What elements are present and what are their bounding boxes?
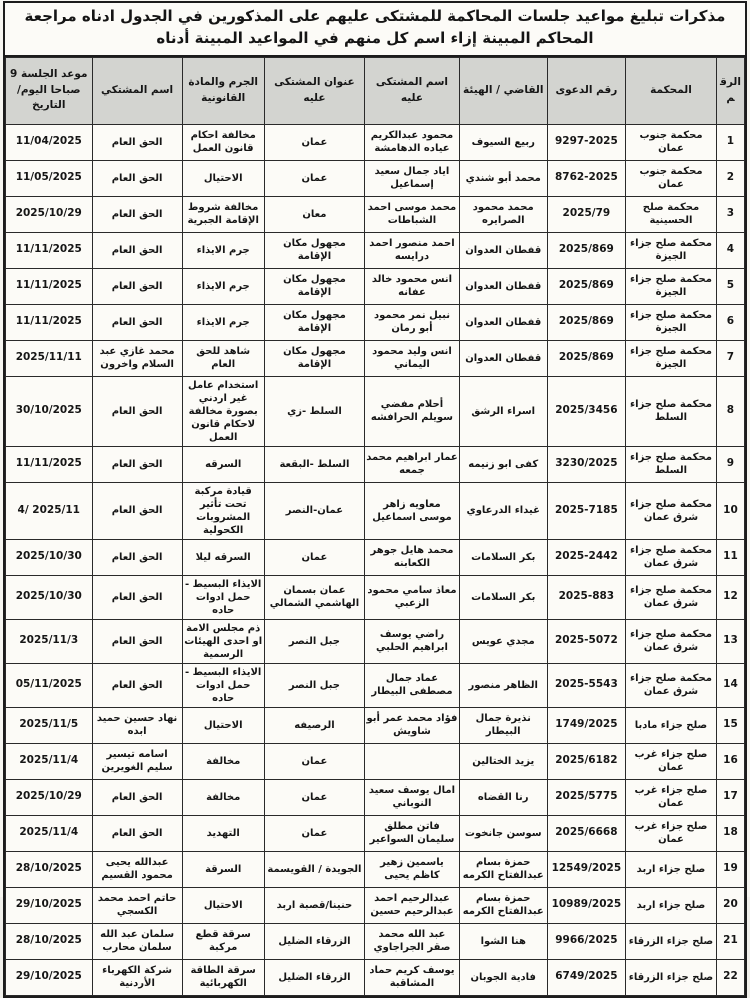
table-row: [6, 575, 745, 619]
cell-crime: مخالفة احكام قانون العمل: [182, 124, 264, 160]
cell-defendant: عماد جمال مصطفى البيطار: [365, 663, 460, 707]
cell-court: صلح جزاء غرب عمان: [626, 779, 717, 815]
cell-crime: السرقه: [182, 446, 264, 482]
cell-crime: الايذاء البسيط - حمل ادوات حاده: [182, 575, 264, 619]
cell-num: 1: [716, 124, 744, 160]
cell-date: 2025/10/30: [6, 575, 93, 619]
cell-crime: الاحتيال: [182, 160, 264, 196]
cell-complainant: الحق العام: [92, 304, 182, 340]
cell-address: عمان بسمان الهاشمي الشمالي: [264, 575, 365, 619]
table-row: [6, 376, 745, 446]
cell-defendant: [365, 743, 460, 779]
cell-date: 28/10/2025: [6, 923, 93, 959]
cell-num: 5: [716, 268, 744, 304]
cell-judge: رنا القضاه: [459, 779, 547, 815]
cell-court: محكمة صلح الحسينية: [626, 196, 717, 232]
cell-judge: محمد أبو شندي: [459, 160, 547, 196]
table-row: [6, 887, 745, 923]
cell-num: 18: [716, 815, 744, 851]
cell-case_no: 9966/2025: [547, 923, 625, 959]
cell-defendant: معاويه زاهر موسى اسماعيل: [365, 482, 460, 539]
cell-num: 6: [716, 304, 744, 340]
col-header-crime: الجرم والمادة القانونية: [182, 57, 264, 124]
cell-date: 05/11/2025: [6, 663, 93, 707]
cell-complainant: الحق العام: [92, 663, 182, 707]
cell-defendant: انس محمود خالد عفانه: [365, 268, 460, 304]
cell-defendant: محمد هايل جوهر الكعابنه: [365, 539, 460, 575]
cell-num: 7: [716, 340, 744, 376]
cell-address: عمان: [264, 160, 365, 196]
cell-num: 9: [716, 446, 744, 482]
cell-court: محكمة صلح جزاء السلط: [626, 446, 717, 482]
cell-complainant: الحق العام: [92, 446, 182, 482]
cell-case_no: 2025-2442: [547, 539, 625, 575]
cell-crime: السرقة: [182, 851, 264, 887]
notice-sheet: [3, 1, 747, 998]
cell-address: الجويدة / القويسمة: [264, 851, 365, 887]
cell-crime: مخالفة شروط الإقامة الجبرية: [182, 196, 264, 232]
cell-address: مجهول مكان الإقامة: [264, 232, 365, 268]
table-row: [6, 663, 745, 707]
cell-complainant: محمد غازي عبد السلام واخرون: [92, 340, 182, 376]
table-head: [6, 57, 745, 124]
cell-court: صلح جزاء غرب عمان: [626, 815, 717, 851]
table-row: [6, 707, 745, 743]
cell-num: 10: [716, 482, 744, 539]
cell-defendant: عبدالرحيم احمد عبدالرحيم حسين: [365, 887, 460, 923]
cell-case_no: 2025-5543: [547, 663, 625, 707]
cell-complainant: الحق العام: [92, 779, 182, 815]
cell-defendant: عمار ابراهيم محمد جمعه: [365, 446, 460, 482]
cell-case_no: 10989/2025: [547, 887, 625, 923]
col-header-address: عنوان المشتكى عليه: [264, 57, 365, 124]
cell-complainant: عبدالله يحيى محمود القسيم: [92, 851, 182, 887]
cell-num: 22: [716, 959, 744, 995]
cell-defendant: نبيل نمر محمود أبو رمان: [365, 304, 460, 340]
cell-complainant: الحق العام: [92, 232, 182, 268]
cell-case_no: 2025-5072: [547, 619, 625, 663]
cell-num: 16: [716, 743, 744, 779]
table-row: [6, 743, 745, 779]
cell-address: مجهول مكان الإقامة: [264, 304, 365, 340]
cell-case_no: 2025/869: [547, 268, 625, 304]
cell-address: عمان-النصر: [264, 482, 365, 539]
col-header-date: موعد الجلسة 9 صباحا اليوم/التاريخ: [6, 57, 93, 124]
cell-date: 29/10/2025: [6, 959, 93, 995]
cell-address: الرصيفه: [264, 707, 365, 743]
cell-num: 21: [716, 923, 744, 959]
cell-judge: حمزة بسام عبدالفتاح الكرمه: [459, 851, 547, 887]
cell-case_no: 2025-7185: [547, 482, 625, 539]
cell-court: محكمة صلح جزاء الجيزة: [626, 304, 717, 340]
cell-case_no: 3230/2025: [547, 446, 625, 482]
cell-complainant: الحق العام: [92, 482, 182, 539]
cell-complainant: الحق العام: [92, 815, 182, 851]
cell-address: جبل النصر: [264, 663, 365, 707]
col-header-defendant: اسم المشتكى عليه: [365, 57, 460, 124]
cell-crime: جرم الايذاء: [182, 268, 264, 304]
cell-judge: بكر السلامات: [459, 539, 547, 575]
table-row: [6, 482, 745, 539]
table-row: [6, 446, 745, 482]
cell-case_no: 2025/869: [547, 340, 625, 376]
cell-address: معان: [264, 196, 365, 232]
cell-address: عمان: [264, 779, 365, 815]
cell-date: 2025/11/5: [6, 707, 93, 743]
cell-address: جبل النصر: [264, 619, 365, 663]
cell-judge: قفطان العدوان: [459, 268, 547, 304]
cell-complainant: الحق العام: [92, 575, 182, 619]
cell-complainant: الحق العام: [92, 268, 182, 304]
cell-complainant: الحق العام: [92, 196, 182, 232]
cell-case_no: 2025/869: [547, 232, 625, 268]
table-row: [6, 851, 745, 887]
cell-date: 11/04/2025: [6, 124, 93, 160]
cell-case_no: 2025/6182: [547, 743, 625, 779]
cell-court: محكمة جنوب عمان: [626, 160, 717, 196]
cell-date: 2025/11/11: [6, 340, 93, 376]
cell-judge: قفطان العدوان: [459, 232, 547, 268]
cell-defendant: انس وليد محمود اليماني: [365, 340, 460, 376]
cell-judge: حمزة بسام عبدالفتاح الكرمه: [459, 887, 547, 923]
cell-judge: بكر السلامات: [459, 575, 547, 619]
cell-case_no: 1749/2025: [547, 707, 625, 743]
cell-case_no: 2025/3456: [547, 376, 625, 446]
cell-crime: سرقة قطع مركبة: [182, 923, 264, 959]
cell-num: 11: [716, 539, 744, 575]
cell-judge: ربيع السيوف: [459, 124, 547, 160]
cell-judge: كفى ابو زنيمه: [459, 446, 547, 482]
cell-date: 2025/10/29: [6, 779, 93, 815]
cell-court: صلح جزاء غرب عمان: [626, 743, 717, 779]
cell-case_no: 8762-2025: [547, 160, 625, 196]
cell-complainant: نهاد حسين حميد ابده: [92, 707, 182, 743]
cell-defendant: احمد منصور احمد درايسه: [365, 232, 460, 268]
table-row: [6, 196, 745, 232]
cell-court: محكمة صلح جزاء شرق عمان: [626, 482, 717, 539]
cell-judge: فادية الجوبان: [459, 959, 547, 995]
cell-complainant: شركة الكهرباء الأردنية: [92, 959, 182, 995]
cell-crime: سرقة الطاقة الكهربائية: [182, 959, 264, 995]
cell-case_no: 2025/869: [547, 304, 625, 340]
table-row: [6, 340, 745, 376]
cell-judge: قفطان العدوان: [459, 304, 547, 340]
cell-court: صلح جزاء مادبا: [626, 707, 717, 743]
cell-judge: الظاهر منصور: [459, 663, 547, 707]
cell-defendant: معاذ سامي محمود الزعبي: [365, 575, 460, 619]
cell-defendant: امال يوسف سعيد النوباني: [365, 779, 460, 815]
cell-complainant: الحق العام: [92, 619, 182, 663]
cell-case_no: 2025-883: [547, 575, 625, 619]
cell-court: صلح جزاء الزرقاء: [626, 959, 717, 995]
header-row: [6, 57, 745, 124]
cell-address: عمان: [264, 815, 365, 851]
cell-crime: الاحتيال: [182, 887, 264, 923]
cell-date: 11/11/2025: [6, 446, 93, 482]
cell-address: عمان: [264, 539, 365, 575]
cell-complainant: اسامه تيسير سليم الغويرين: [92, 743, 182, 779]
cell-address: الزرقاء الضليل: [264, 923, 365, 959]
cell-court: محكمة صلح جزاء شرق عمان: [626, 575, 717, 619]
cell-case_no: 12549/2025: [547, 851, 625, 887]
cell-court: محكمة صلح جزاء الجيزة: [626, 340, 717, 376]
cell-address: السلط -البقعة: [264, 446, 365, 482]
cell-court: صلح جزاء اربد: [626, 851, 717, 887]
court-sessions-table: [5, 57, 745, 996]
col-header-court: المحكمة: [626, 57, 717, 124]
cell-date: 2025/10/30: [6, 539, 93, 575]
cell-date: 2025/11/4: [6, 743, 93, 779]
cell-defendant: أحلام مفضي سويلم الحرافشه: [365, 376, 460, 446]
cell-num: 13: [716, 619, 744, 663]
table-row: [6, 539, 745, 575]
cell-crime: جرم الايذاء: [182, 232, 264, 268]
col-header-case_no: رقم الدعوى: [547, 57, 625, 124]
cell-court: محكمة صلح جزاء شرق عمان: [626, 619, 717, 663]
cell-crime: استخدام عامل غير اردني بصورة مخالفة لاحكام قانون العمل: [182, 376, 264, 446]
cell-complainant: الحق العام: [92, 160, 182, 196]
cell-crime: السرقه ليلا: [182, 539, 264, 575]
cell-num: 12: [716, 575, 744, 619]
cell-judge: اسراء الرشق: [459, 376, 547, 446]
cell-case_no: 2025/5775: [547, 779, 625, 815]
cell-date: 2025/11/3: [6, 619, 93, 663]
cell-address: مجهول مكان الإقامة: [264, 268, 365, 304]
cell-num: 3: [716, 196, 744, 232]
cell-address: السلط -زي: [264, 376, 365, 446]
cell-date: 11/11/2025: [6, 304, 93, 340]
table-row: [6, 959, 745, 995]
cell-defendant: ياسمين زهير كاظم يحيى: [365, 851, 460, 887]
col-header-judge: القاضي / الهيئة: [459, 57, 547, 124]
cell-crime: مخالفة: [182, 743, 264, 779]
cell-complainant: الحق العام: [92, 376, 182, 446]
table-row: [6, 619, 745, 663]
cell-judge: يزيد الختالين: [459, 743, 547, 779]
cell-crime: شاهد للحق العام: [182, 340, 264, 376]
table-row: [6, 160, 745, 196]
table-row: [6, 232, 745, 268]
cell-crime: التهديد: [182, 815, 264, 851]
cell-num: 14: [716, 663, 744, 707]
cell-defendant: اياد جمال سعيد إسماعيل: [365, 160, 460, 196]
cell-num: 19: [716, 851, 744, 887]
col-header-complainant: اسم المشتكي: [92, 57, 182, 124]
cell-num: 17: [716, 779, 744, 815]
cell-complainant: الحق العام: [92, 539, 182, 575]
cell-defendant: فؤاد محمد عمر أبو شاويش: [365, 707, 460, 743]
cell-crime: مخالفة: [182, 779, 264, 815]
cell-date: 4/ 2025/11: [6, 482, 93, 539]
cell-complainant: الحق العام: [92, 124, 182, 160]
cell-date: 2025/11/4: [6, 815, 93, 851]
cell-court: محكمة صلح جزاء الجيزة: [626, 268, 717, 304]
cell-date: 30/10/2025: [6, 376, 93, 446]
cell-court: صلح جزاء اربد: [626, 887, 717, 923]
cell-defendant: يوسف كريم حماد المشاقبة: [365, 959, 460, 995]
cell-complainant: حاتم احمد محمد الكسجي: [92, 887, 182, 923]
cell-judge: هنا الشوا: [459, 923, 547, 959]
cell-case_no: 9297-2025: [547, 124, 625, 160]
cell-judge: محمد محمود الصرايره: [459, 196, 547, 232]
cell-judge: سوسن جانخوت: [459, 815, 547, 851]
cell-case_no: 2025/6668: [547, 815, 625, 851]
cell-court: محكمة صلح جزاء شرق عمان: [626, 539, 717, 575]
cell-defendant: عبد الله محمد صقر الجراجاوي: [365, 923, 460, 959]
table-row: [6, 815, 745, 851]
cell-date: 11/11/2025: [6, 232, 93, 268]
page-title: مذكرات تبليغ مواعيد جلسات المحاكمة للمشتكى عليهم على المذكورين في الجدول ادناه مراجعة المحاكم المبينة إزاء اسم كل منهم في المواعيد المبينة أدناه: [5, 3, 745, 57]
cell-defendant: فاتن مطلق سليمان السواعير: [365, 815, 460, 851]
cell-crime: الايذاء البسيط - حمل ادوات حاده: [182, 663, 264, 707]
cell-defendant: محمد موسى احمد الشباطات: [365, 196, 460, 232]
cell-date: 29/10/2025: [6, 887, 93, 923]
cell-date: 11/05/2025: [6, 160, 93, 196]
cell-address: الزرقاء الضليل: [264, 959, 365, 995]
cell-court: محكمة صلح جزاء السلط: [626, 376, 717, 446]
cell-date: 11/11/2025: [6, 268, 93, 304]
cell-crime: ذم مجلس الامة او احدى الهيئات الرسمية: [182, 619, 264, 663]
cell-court: صلح جزاء الزرقاء: [626, 923, 717, 959]
cell-crime: جرم الايذاء: [182, 304, 264, 340]
cell-court: محكمة صلح جزاء الجيزة: [626, 232, 717, 268]
cell-defendant: محمود عبدالكريم عياده الدهامشة: [365, 124, 460, 160]
cell-judge: نذيرة جمال البيطار: [459, 707, 547, 743]
cell-judge: قفطان العدوان: [459, 340, 547, 376]
cell-date: 2025/10/29: [6, 196, 93, 232]
cell-num: 15: [716, 707, 744, 743]
cell-court: محكمة صلح جزاء شرق عمان: [626, 663, 717, 707]
table-row: [6, 268, 745, 304]
cell-address: عمان: [264, 743, 365, 779]
cell-num: 8: [716, 376, 744, 446]
cell-num: 4: [716, 232, 744, 268]
cell-date: 28/10/2025: [6, 851, 93, 887]
table-row: [6, 923, 745, 959]
cell-case_no: 2025/79: [547, 196, 625, 232]
cell-num: 20: [716, 887, 744, 923]
col-header-num: الرقم: [716, 57, 744, 124]
cell-complainant: سلمان عبد الله سلمان محارب: [92, 923, 182, 959]
cell-num: 2: [716, 160, 744, 196]
table-row: [6, 779, 745, 815]
table-row: [6, 124, 745, 160]
cell-judge: مجدي عويس: [459, 619, 547, 663]
cell-address: عمان: [264, 124, 365, 160]
cell-defendant: راضي يوسف ابراهيم الحلبي: [365, 619, 460, 663]
cell-case_no: 6749/2025: [547, 959, 625, 995]
cell-address: حنينا/قصبة اربد: [264, 887, 365, 923]
table-body: [6, 124, 745, 995]
table-row: [6, 304, 745, 340]
cell-court: محكمة جنوب عمان: [626, 124, 717, 160]
cell-address: مجهول مكان الإقامة: [264, 340, 365, 376]
cell-judge: غيداء الدرعاوي: [459, 482, 547, 539]
cell-crime: قيادة مركبة تحت تأثير المشروبات الكحولية: [182, 482, 264, 539]
cell-crime: الاحتيال: [182, 707, 264, 743]
